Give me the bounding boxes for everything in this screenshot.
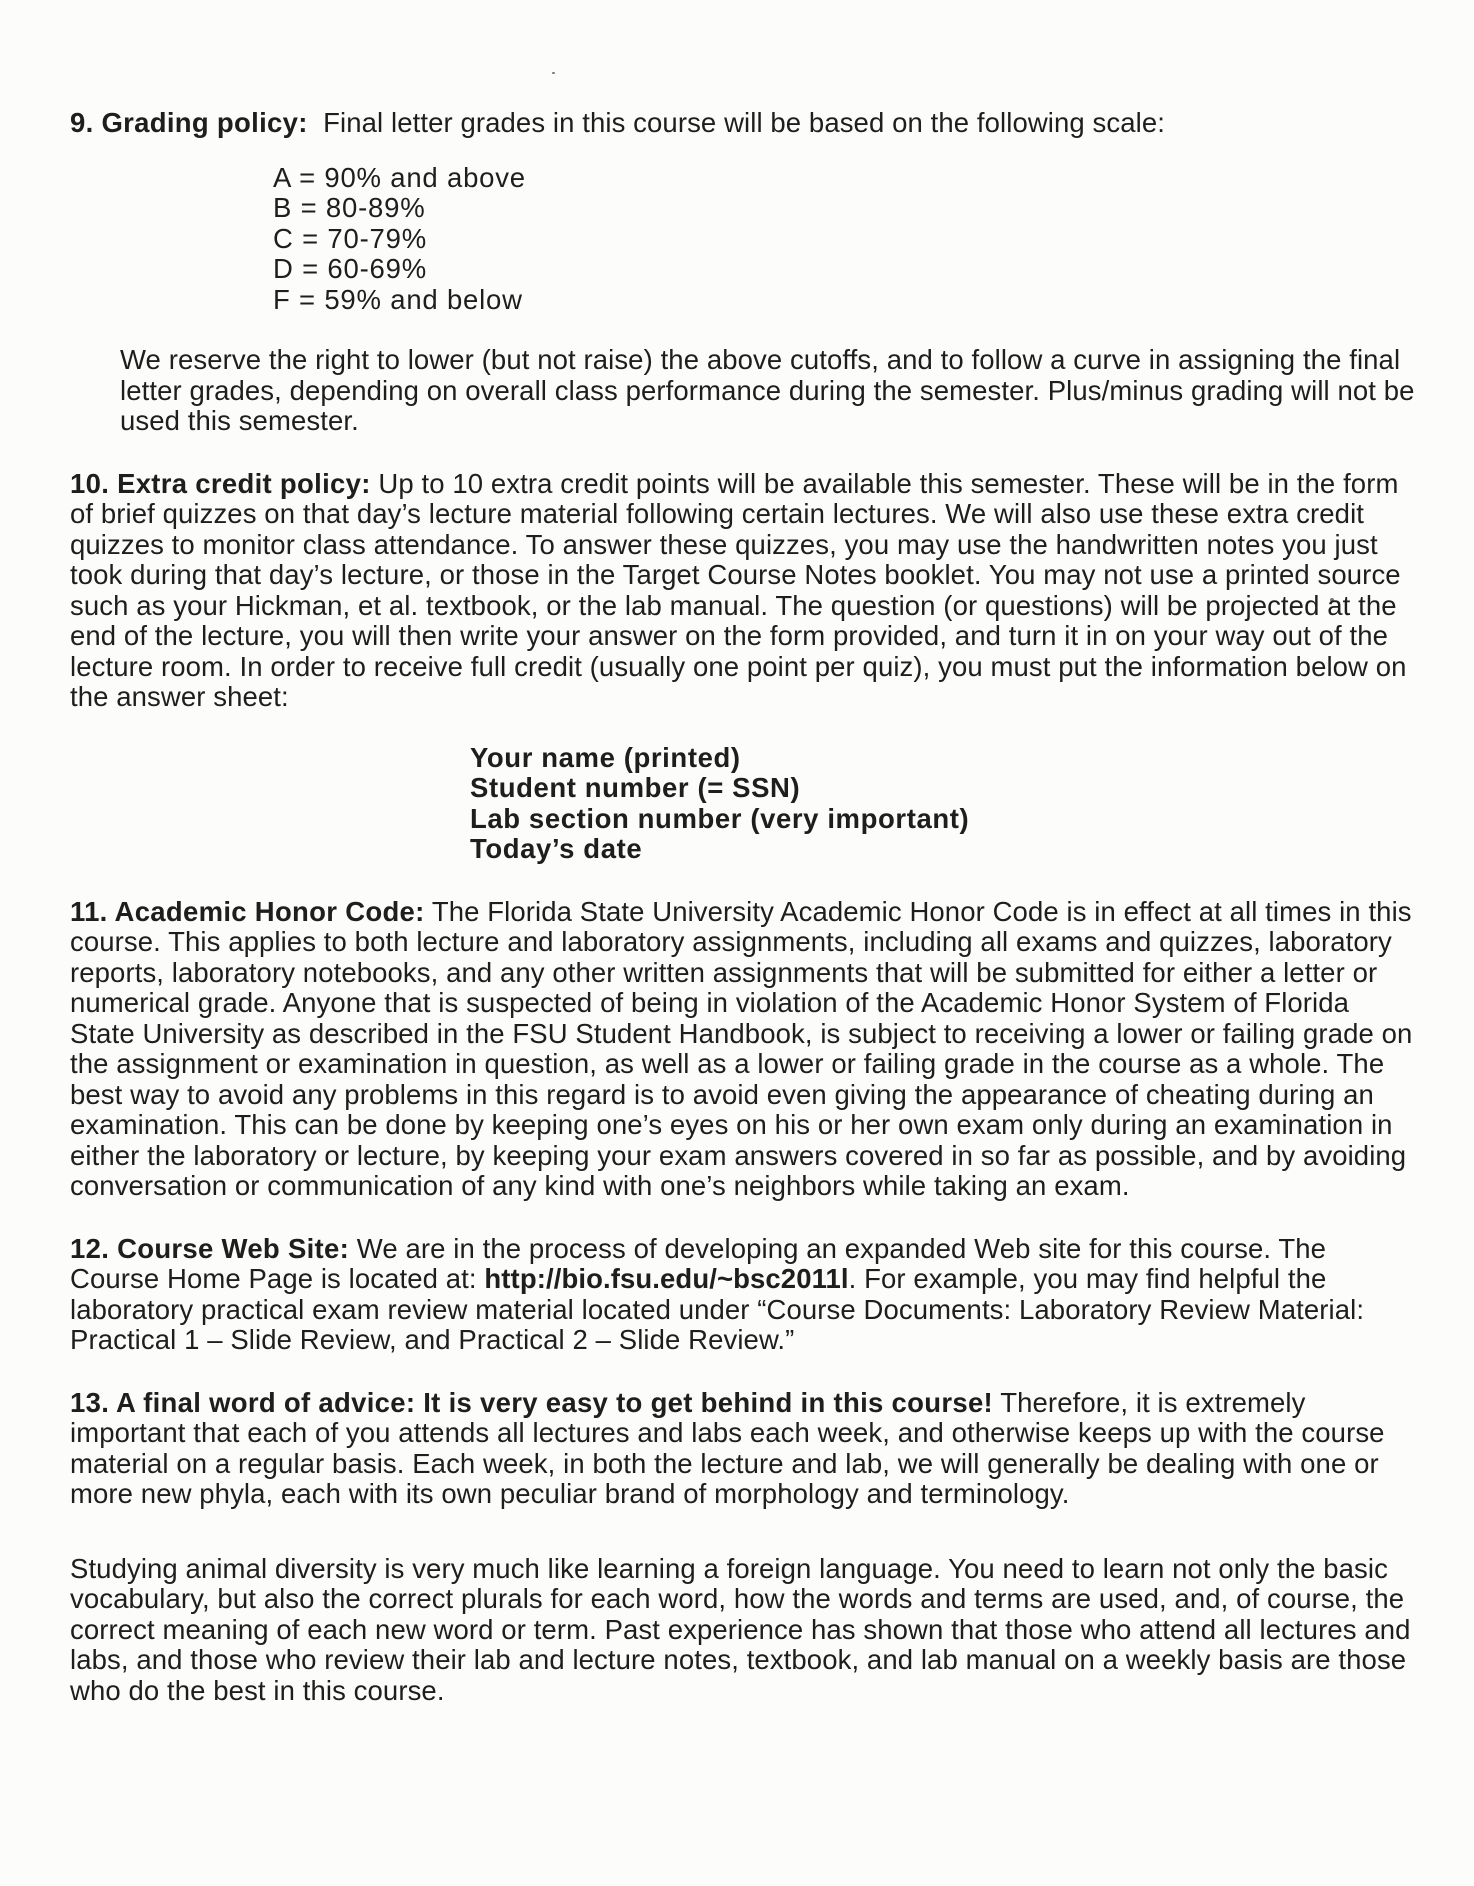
info-item: Your name (printed) (470, 741, 741, 773)
course-web-site-text: We are in the process of developing an expanded Web site for this course. The Course Home Page is located at: (70, 1232, 1327, 1294)
final-advice-text: Therefore, it is extremely important that each of you attends all lectures and labs each week, and otherwise keeps up with the course material on a regular basis. Each week, in both the lecture and lab, we will generally be dealing with one or more new phyla, each with its own peculiar brand of morphology and terminology. (70, 1386, 1385, 1509)
info-item: Student number (= SSN) (470, 772, 801, 803)
grade-item: B = 80-89% (273, 192, 426, 223)
extra-credit-heading: 10. Extra credit policy: (70, 467, 371, 499)
closing-paragraph: Studying animal diversity is very much like learning a foreign language. You need to learn not only the basic vocabulary, but also the correct plurals for each word, how the words and terms are used, and, of course, the correct meaning of each new word or term. Past experience has shown that those who attend all lectures and labs, and those who review their lab and lecture notes, textbook, and lab manual on a weekly basis are those who do the best in this course. (70, 1552, 1411, 1706)
course-web-site-heading: 12. Course Web Site: (70, 1232, 350, 1264)
grading-policy-text: Final letter grades in this course will be based on the following scale: (323, 107, 1165, 138)
grade-scale-list (273, 163, 1420, 316)
grading-policy-heading: 9. Grading policy: (70, 107, 308, 138)
info-item: Today’s date (470, 833, 643, 864)
course-web-site-section (70, 1234, 1420, 1356)
course-home-page-link[interactable]: http://bio.fsu.edu/~bsc2011l (484, 1263, 849, 1294)
scan-speck (552, 72, 555, 74)
extra-credit-section (70, 469, 1420, 713)
info-item: Lab section number (very important) (470, 802, 970, 834)
honor-code-heading: 11. Academic Honor Code: (70, 895, 425, 927)
honor-code-text: The Florida State University Academic Honor Code is in effect at all times in this course. This applies to both lecture and laboratory assignments, including all exams and quizzes, laboratory reports, laboratory notebooks, and any other written assignments that will be submitted for either a letter or numerical grade. Anyone that is suspected of being in violation of the Academic Honor System of Florida State University as described in the FSU Student Handbook, is subject to receiving a lower or failing grade on the assignment or examination in question, as well as a lower or failing grade in the course as a whole. The best way to avoid any problems in this regard is to avoid even giving the appearance of cheating during an examination. This can be done by keeping one’s eyes on his or her own exam only during an examination in either the laboratory or lecture, by keeping your exam answers covered in so far as possible, and by avoiding conversation or communication of any kind with one’s neighbors while taking an exam. (70, 895, 1413, 1201)
grade-item: C = 70-79% (273, 222, 427, 254)
grade-item: A = 90% and above (273, 161, 526, 193)
final-advice-heading: 13. A final word of advice: It is very easy to get behind in this course! (70, 1386, 993, 1418)
answer-sheet-info-list (470, 743, 1420, 865)
grade-item: D = 60-69% (273, 253, 427, 284)
final-advice-section (70, 1388, 1420, 1510)
extra-credit-text: Up to 10 extra credit points will be available this semester. These will be in the form of brief quizzes on that day’s lecture material following certain lectures. We will also use these extra credit quizzes to monitor class attendance. To answer these quizzes, you may use the handwritten notes you just took during that day’s lecture, or those in the Target Course Notes booklet. You may not use a printed source such as your Hickman, et al. textbook, or the lab manual. The question (or questions) will be projected at the end of the lecture, you will then write your answer on the form provided, and turn it in on your way out of the lecture room. In order to receive full credit (usually one point per quiz), you must put the information below on the answer sheet: (70, 467, 1407, 712)
course-web-site-text-after: . For example, you may find helpful the laboratory practical exam review material located under “Course Documents: Laboratory Review Material: Practical 1 – Slide Review, and Practical 2 – Slide Review.” (70, 1263, 1365, 1355)
grading-note: We reserve the right to lower (but not raise) the above cutoffs, and to follow a curve in assigning the final letter grades, depending on overall class performance during the semester. Plus/minus grading will not be used this semester. (120, 344, 1415, 436)
grade-item: F = 59% and below (273, 283, 523, 315)
honor-code-section (70, 897, 1420, 1202)
document-body (70, 108, 1420, 1706)
grading-policy-section (70, 108, 1420, 139)
